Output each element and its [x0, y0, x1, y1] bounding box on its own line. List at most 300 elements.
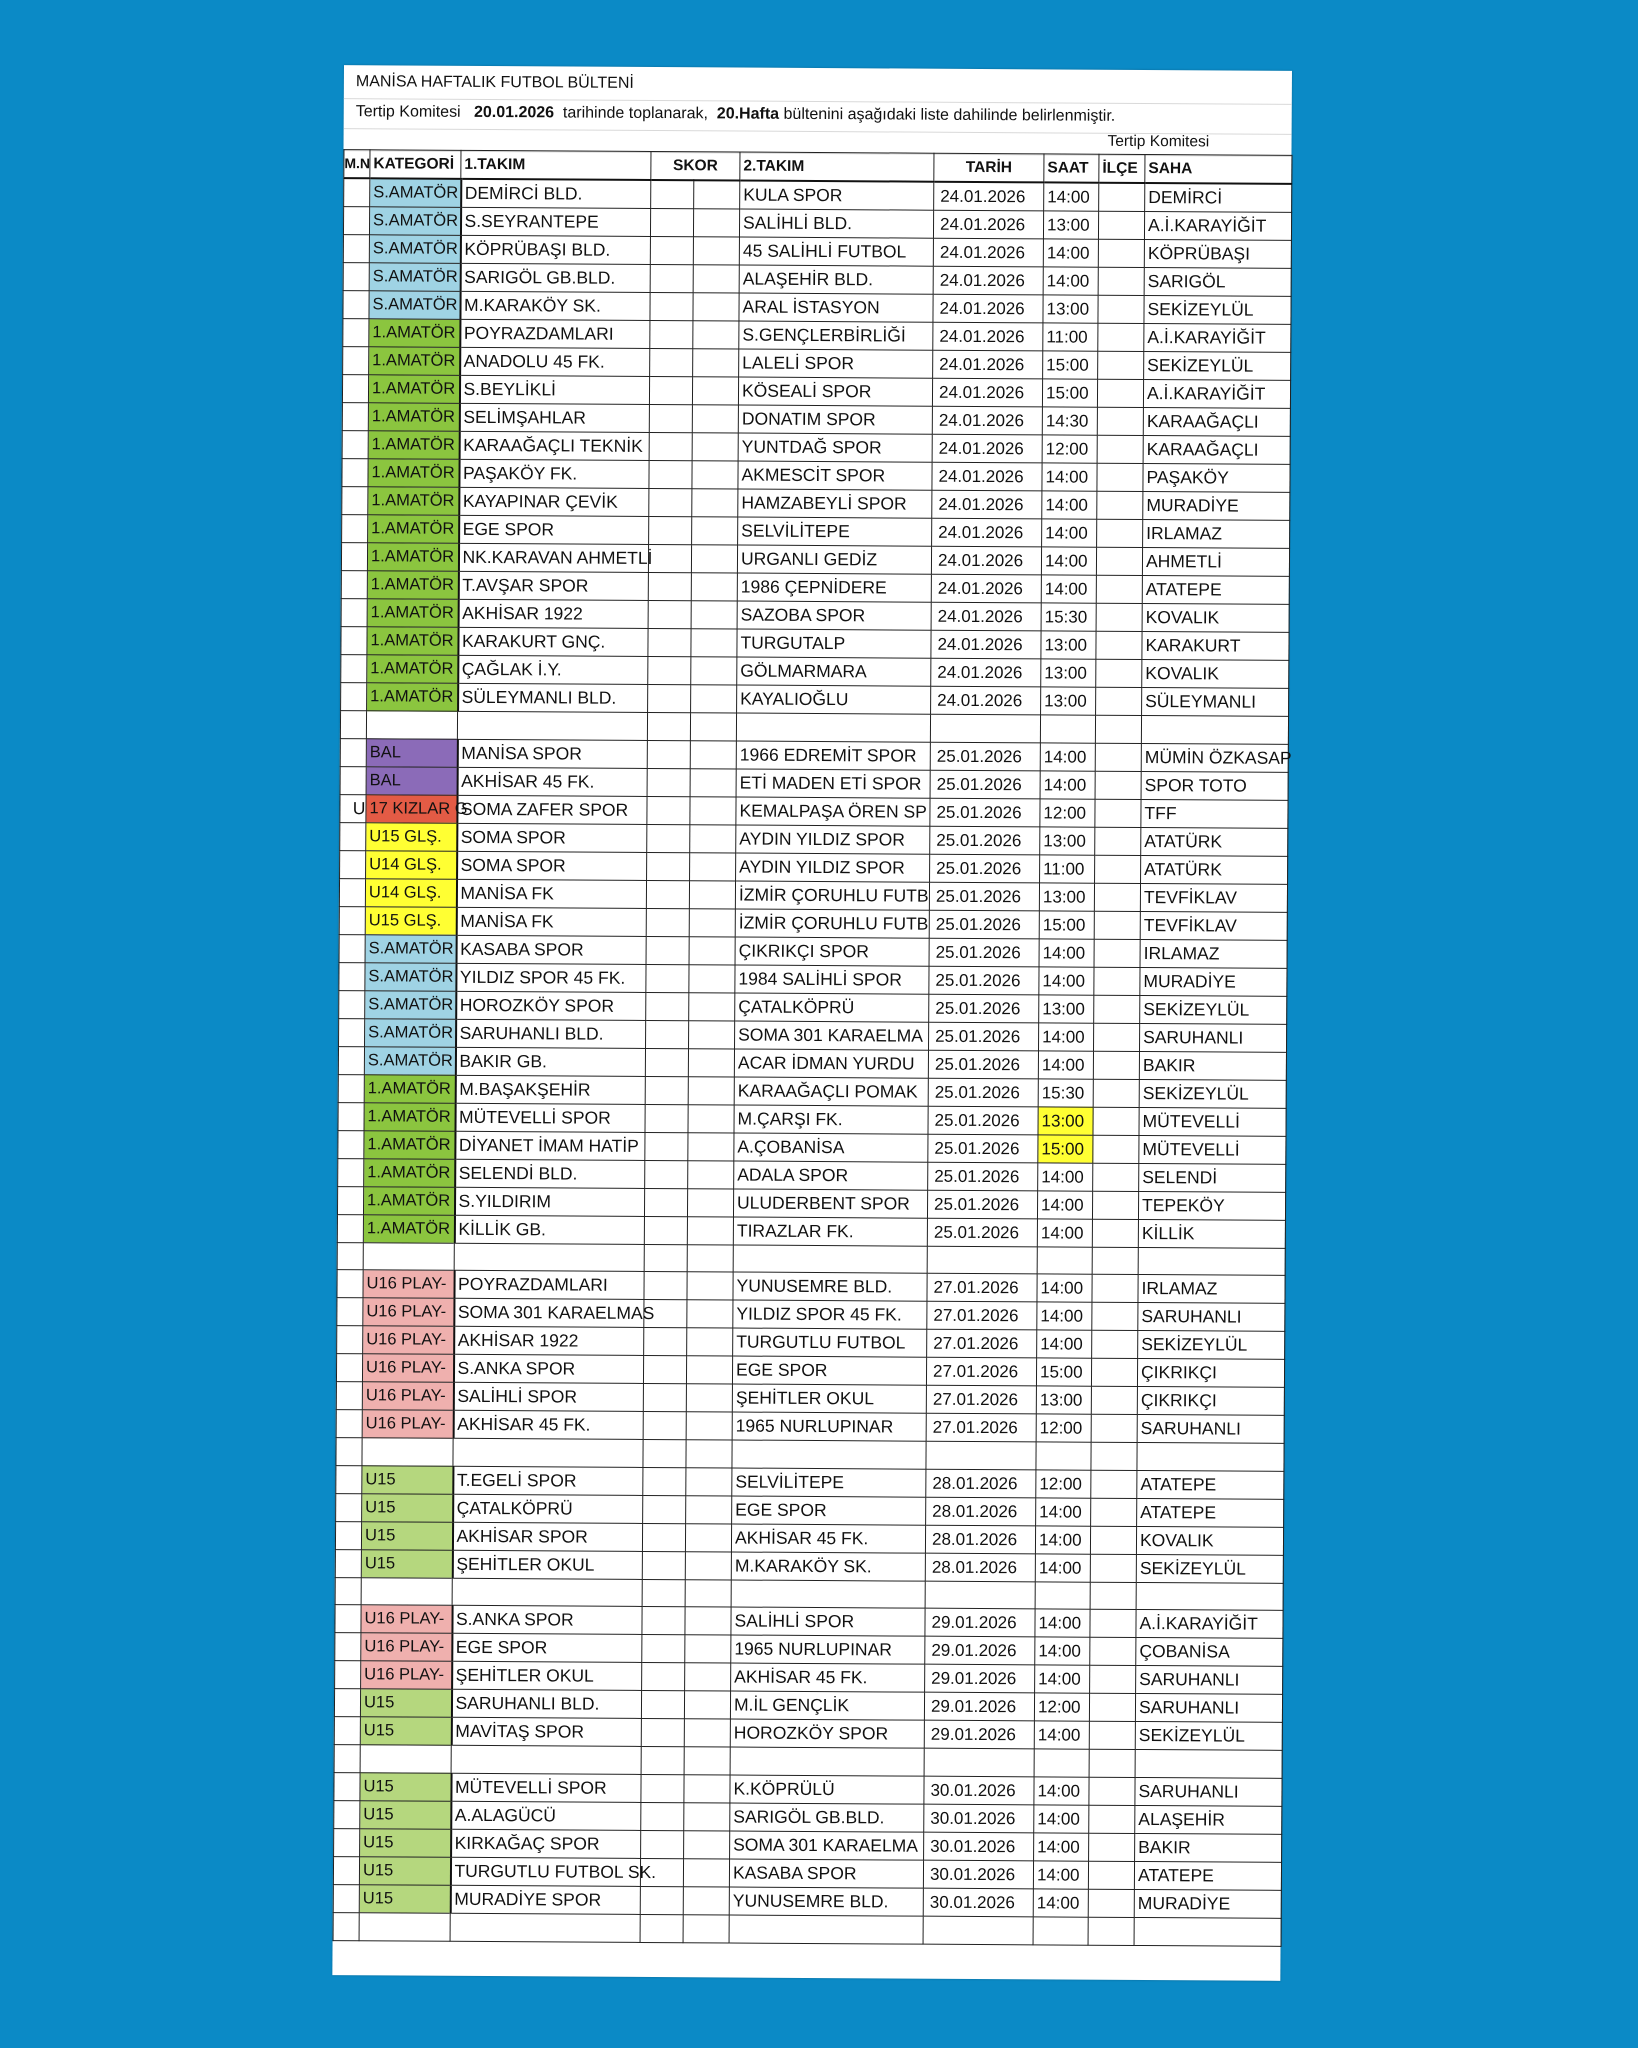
date-cell: 24.01.2026: [934, 182, 1044, 211]
team2-cell: ACAR İDMAN YURDU: [734, 1049, 928, 1078]
kategori-cell: S.AMATÖR: [369, 235, 460, 264]
time-cell: 13:00: [1041, 659, 1096, 687]
saha-cell: KÖPRÜBAŞI: [1144, 239, 1291, 268]
team1-cell: NK.KARAVAN AHMETLİ: [458, 543, 648, 572]
ilce-cell: [1095, 827, 1141, 855]
bulletin-subtitle: Tertip Komitesi 20.01.2026 tarihinde toplanarak, 20.Hafta bültenini aşağıdaki liste dahilinde belirlenmiştir.: [344, 95, 1292, 135]
score1-cell: [645, 1076, 688, 1104]
mn-cell: [340, 738, 366, 766]
col-skor: SKOR: [651, 151, 740, 180]
ilce-cell: [1095, 743, 1141, 771]
time-cell: 15:00: [1036, 1358, 1091, 1386]
ilce-cell: [1096, 659, 1142, 687]
ilce-cell: [1088, 1861, 1134, 1889]
score2-cell: [693, 209, 739, 237]
ilce-cell: [1092, 1191, 1138, 1219]
score1-cell: [644, 1188, 687, 1216]
team1-cell: SELİMŞAHLAR: [459, 403, 649, 432]
score2-cell: [684, 1775, 730, 1803]
score1-cell: [647, 852, 690, 880]
team2-cell: TIRAZLAR FK.: [733, 1217, 927, 1246]
team2-cell: KAYALIOĞLU: [737, 685, 931, 714]
score2-cell: [691, 685, 737, 713]
saha-cell: MÜTEVELLİ: [1139, 1107, 1286, 1136]
time-cell: 15:00: [1042, 379, 1097, 407]
date-cell: 24.01.2026: [932, 406, 1042, 435]
kategori-cell: U16 PLAY-: [361, 1633, 452, 1662]
mn-cell: [335, 1549, 361, 1577]
ilce-cell: [1091, 1414, 1137, 1442]
kategori-cell: 1.AMATÖR: [367, 655, 458, 684]
team1-cell: KARAAĞAÇLI TEKNİK: [459, 431, 649, 460]
team2-cell: AYDIN YILDIZ SPOR: [736, 825, 930, 854]
col-mn: M.N: [344, 150, 370, 179]
saha-cell: [1135, 1750, 1282, 1778]
mn-cell: [342, 403, 368, 431]
mn-cell: [334, 1773, 360, 1801]
score2-cell: [685, 1663, 731, 1691]
saha-cell: BAKIR: [1135, 1833, 1282, 1862]
mn-cell: [337, 1326, 363, 1354]
time-cell: 13:00: [1039, 994, 1094, 1022]
kategori-cell: 1.AMATÖR: [368, 515, 459, 544]
col-kategori: KATEGORİ: [370, 150, 461, 179]
ilce-cell: [1093, 1163, 1139, 1191]
score2-cell: [691, 545, 737, 573]
score1-cell: [649, 404, 692, 432]
saha-cell: A.İ.KARAYİĞİT: [1143, 379, 1290, 408]
score2-cell: [693, 293, 739, 321]
mn-cell: [339, 962, 365, 990]
team2-cell: [733, 1245, 927, 1274]
team2-cell: HOROZKÖY SPOR: [730, 1719, 924, 1748]
kategori-cell: 1.AMATÖR: [367, 627, 458, 656]
kategori-cell: [361, 1578, 452, 1606]
score1-cell: [645, 1104, 688, 1132]
score1-cell: [642, 1523, 685, 1551]
saha-cell: SELENDİ: [1139, 1163, 1286, 1192]
kategori-cell: U16 PLAY-: [362, 1410, 453, 1439]
mn-cell: [343, 207, 369, 235]
kategori-cell: S.AMATÖR: [365, 934, 456, 963]
time-cell: 14:00: [1036, 1498, 1091, 1526]
ilce-cell: [1097, 491, 1143, 519]
saha-cell: ALAŞEHİR: [1135, 1805, 1282, 1834]
time-cell: 14:00: [1035, 1609, 1090, 1637]
score2-cell: [690, 768, 736, 796]
kategori-cell: U14 GLŞ.: [365, 878, 456, 907]
kategori-cell: U15 GLŞ.: [366, 822, 457, 851]
mn-cell: [336, 1493, 362, 1521]
saha-cell: ATATEPE: [1134, 1861, 1281, 1890]
team1-cell: KÖPRÜBAŞI BLD.: [460, 235, 650, 264]
kategori-cell: U16 PLAY-: [363, 1270, 454, 1299]
score1-cell: [650, 264, 693, 292]
kategori-cell: U15: [360, 1717, 451, 1746]
score1-cell: [645, 1048, 688, 1076]
date-cell: 24.01.2026: [933, 322, 1043, 351]
col-takim2: 2.TAKIM: [740, 152, 934, 182]
team2-cell: SOMA 301 KARAELMA: [735, 1021, 929, 1050]
score1-cell: [641, 1747, 684, 1775]
team1-cell: [453, 1438, 643, 1467]
time-cell: 13:00: [1043, 211, 1098, 239]
date-cell: 28.01.2026: [926, 1469, 1036, 1498]
score2-cell: [688, 1104, 734, 1132]
team2-cell: ULUDERBENT SPOR: [733, 1189, 927, 1218]
team2-cell: KARAAĞAÇLI POMAK: [734, 1077, 928, 1106]
team2-cell: AKHİSAR 45 FK.: [731, 1524, 925, 1553]
saha-cell: ATATEPE: [1137, 1498, 1284, 1527]
team2-cell: EGE SPOR: [732, 1356, 926, 1385]
date-cell: 24.01.2026: [932, 378, 1042, 407]
score1-cell: [649, 432, 692, 460]
score2-cell: [690, 713, 736, 741]
score2-cell: [686, 1412, 732, 1440]
team2-cell: AKHİSAR 45 FK.: [731, 1663, 925, 1692]
score2-cell: [691, 573, 737, 601]
team2-cell: 1965 NURLUPINAR: [731, 1635, 925, 1664]
time-cell: 14:00: [1042, 519, 1097, 547]
score1-cell: [646, 964, 689, 992]
team1-cell: SOMA SPOR: [457, 823, 647, 852]
date-cell: 25.01.2026: [930, 826, 1040, 855]
ilce-cell: [1094, 883, 1140, 911]
team1-cell: T.EGELİ SPOR: [453, 1466, 643, 1495]
kategori-cell: U16 PLAY-: [361, 1661, 452, 1690]
ilce-cell: [1091, 1386, 1137, 1414]
saha-cell: KARAAĞAÇLI: [1143, 435, 1290, 464]
kategori-cell: U15 GLŞ.: [365, 906, 456, 935]
time-cell: 14:00: [1037, 1302, 1092, 1330]
time-cell: 14:00: [1034, 1721, 1089, 1749]
date-cell: 24.01.2026: [932, 434, 1042, 463]
score1-cell: [648, 572, 691, 600]
team2-cell: SALİHLİ SPOR: [731, 1607, 925, 1636]
date-cell: 28.01.2026: [925, 1553, 1035, 1582]
saha-cell: ÇOBANİSA: [1136, 1638, 1283, 1667]
time-cell: 13:00: [1043, 295, 1098, 323]
ilce-cell: [1088, 1917, 1134, 1945]
kategori-cell: 1.AMATÖR: [364, 1158, 455, 1187]
team2-cell: İZMİR ÇORUHLU FUTB: [735, 909, 929, 938]
score2-cell: [693, 237, 739, 265]
score1-cell: [642, 1551, 685, 1579]
score1-cell: [643, 1356, 686, 1384]
saha-cell: [1134, 1917, 1281, 1945]
score1-cell: [646, 992, 689, 1020]
team1-cell: MAVİTAŞ SPOR: [451, 1718, 641, 1747]
score2-cell: [686, 1468, 732, 1496]
score2-cell: [685, 1579, 731, 1607]
score2-cell: [684, 1691, 730, 1719]
kategori-cell: [360, 1745, 451, 1773]
team1-cell: [450, 1913, 640, 1942]
team2-cell: ŞEHİTLER OKUL: [732, 1384, 926, 1413]
score2-cell: [690, 824, 736, 852]
ilce-cell: [1097, 519, 1143, 547]
saha-cell: DEMİRCİ: [1145, 183, 1292, 212]
mn-cell: [338, 1046, 364, 1074]
time-cell: 15:30: [1038, 1078, 1093, 1106]
team2-cell: KULA SPOR: [740, 181, 934, 211]
kategori-cell: S.AMATÖR: [365, 990, 456, 1019]
score1-cell: [649, 488, 692, 516]
kategori-cell: U15: [360, 1689, 451, 1718]
saha-cell: MURADİYE: [1134, 1889, 1281, 1918]
mn-cell: [335, 1605, 361, 1633]
team2-cell: ADALA SPOR: [734, 1161, 928, 1190]
saha-cell: [1136, 1582, 1283, 1610]
team2-cell: YUNUSEMRE BLD.: [729, 1887, 923, 1916]
col-ilce: İLÇE: [1099, 154, 1145, 183]
mn-cell: [341, 599, 367, 627]
mn-cell: [334, 1829, 360, 1857]
kategori-cell: BAL: [366, 738, 457, 767]
kategori-cell: 1.AMATÖR: [367, 543, 458, 572]
date-cell: 25.01.2026: [928, 1078, 1038, 1107]
saha-cell: TFF: [1141, 799, 1288, 828]
page-title: MANİSA HAFTALIK FUTBOL BÜLTENİ: [344, 65, 1292, 105]
team1-cell: MÜTEVELLİ SPOR: [451, 1773, 641, 1802]
date-cell: 25.01.2026: [930, 854, 1040, 883]
team1-cell: PAŞAKÖY FK.: [459, 459, 649, 488]
score1-cell: [648, 684, 691, 712]
team2-cell: ÇATALKÖPRÜ: [735, 993, 929, 1022]
team2-cell: SARIGÖL GB.BLD.: [730, 1803, 924, 1832]
ilce-cell: [1095, 715, 1141, 743]
mn-cell: [339, 990, 365, 1018]
kategori-cell: U16 PLAY-: [361, 1605, 452, 1634]
score1-cell: [648, 600, 691, 628]
ilce-cell: [1091, 1442, 1137, 1470]
kategori-cell: U15: [362, 1466, 453, 1495]
kategori-cell: U15: [362, 1494, 453, 1523]
score1-cell: [648, 628, 691, 656]
team2-cell: İZMİR ÇORUHLU FUTB: [735, 881, 929, 910]
date-cell: 27.01.2026: [926, 1385, 1036, 1414]
team1-cell: [457, 711, 647, 740]
score2-cell: [688, 1076, 734, 1104]
col-saat: SAAT: [1044, 154, 1099, 183]
kategori-cell: U15: [359, 1885, 450, 1914]
saha-cell: ÇIKRIKÇI: [1137, 1359, 1284, 1388]
col-tarih: TARİH: [934, 153, 1044, 182]
time-cell: 14:00: [1041, 575, 1096, 603]
mn-cell: [338, 1074, 364, 1102]
mn-cell: [336, 1354, 362, 1382]
ilce-cell: [1089, 1722, 1135, 1750]
mn-cell: [343, 319, 369, 347]
team1-cell: SOMA 301 KARAELMAS: [454, 1298, 644, 1327]
ilce-cell: [1097, 463, 1143, 491]
kategori-cell: U16 PLAY-: [362, 1354, 453, 1383]
mn-cell: [334, 1745, 360, 1773]
ilce-cell: [1091, 1470, 1137, 1498]
date-cell: 24.01.2026: [931, 658, 1041, 687]
saha-cell: KOVALIK: [1142, 659, 1289, 688]
mn-cell: [339, 1018, 365, 1046]
ilce-cell: [1093, 1051, 1139, 1079]
date-cell: [923, 1916, 1033, 1944]
date-cell: [924, 1749, 1034, 1777]
saha-cell: IRLAMAZ: [1143, 519, 1290, 548]
score2-cell: [684, 1831, 730, 1859]
ilce-cell: [1090, 1666, 1136, 1694]
saha-cell: MÜMİN ÖZKASAP: [1141, 743, 1288, 772]
team1-cell: TURGUTLU FUTBOL SK.: [450, 1857, 640, 1886]
mn-cell: [340, 822, 366, 850]
team1-cell: AKHİSAR 45 FK.: [457, 767, 647, 796]
team2-cell: [730, 1747, 924, 1776]
time-cell: 14:00: [1042, 491, 1097, 519]
team2-cell: SOMA 301 KARAELMA: [730, 1831, 924, 1860]
ilce-cell: [1090, 1582, 1136, 1610]
mn-cell: [343, 235, 369, 263]
score2-cell: [686, 1356, 732, 1384]
team2-cell: YUNTDAĞ SPOR: [738, 433, 932, 462]
saha-cell: ATATEPE: [1142, 575, 1289, 604]
date-cell: 24.01.2026: [933, 210, 1043, 239]
team1-cell: MURADİYE SPOR: [450, 1885, 640, 1914]
score1-cell: [640, 1886, 683, 1914]
time-cell: 15:00: [1039, 910, 1094, 938]
ilce-cell: [1090, 1554, 1136, 1582]
score2-cell: [684, 1803, 730, 1831]
mn-cell: [342, 459, 368, 487]
score1-cell: [649, 460, 692, 488]
team1-cell: MANİSA SPOR: [457, 739, 647, 768]
mn-cell: [342, 515, 368, 543]
mn-cell: [336, 1438, 362, 1466]
saha-cell: ATATEPE: [1137, 1470, 1284, 1499]
ilce-cell: [1090, 1638, 1136, 1666]
score1-cell: [641, 1774, 684, 1802]
team2-cell: TURGUTALP: [737, 629, 931, 658]
time-cell: 15:00: [1043, 351, 1098, 379]
ilce-cell: [1098, 211, 1144, 239]
score1-cell: [641, 1719, 684, 1747]
mn-cell: [333, 1913, 359, 1941]
team2-cell: ETİ MADEN ETİ SPOR: [736, 769, 930, 798]
score2-cell: [687, 1244, 733, 1272]
date-cell: 24.01.2026: [933, 266, 1043, 295]
time-cell: 13:00: [1041, 631, 1096, 659]
date-cell: 28.01.2026: [926, 1497, 1036, 1526]
saha-cell: KİLLİK: [1138, 1219, 1285, 1248]
score1-cell: [645, 1132, 688, 1160]
ilce-cell: [1093, 1135, 1139, 1163]
ilce-cell: [1089, 1750, 1135, 1778]
mn-cell: [338, 1130, 364, 1158]
time-cell: 14:00: [1043, 239, 1098, 267]
kategori-cell: 1.AMATÖR: [368, 459, 459, 488]
mn-cell: [337, 1242, 363, 1270]
team1-cell: SOMA ZAFER SPOR: [457, 795, 647, 824]
mn-cell: [340, 766, 366, 794]
ilce-cell: [1090, 1526, 1136, 1554]
committee-signature: Tertip Komitesi: [343, 123, 1291, 157]
mn-cell: [333, 1885, 359, 1913]
time-cell: 14:00: [1044, 182, 1099, 211]
score1-cell: [647, 740, 690, 768]
team2-cell: 1966 EDREMİT SPOR: [736, 741, 930, 770]
ilce-cell: [1094, 911, 1140, 939]
time-cell: 12:00: [1036, 1414, 1091, 1442]
saha-cell: [1141, 715, 1288, 743]
team2-cell: YUNUSEMRE BLD.: [733, 1272, 927, 1301]
saha-cell: KOVALIK: [1136, 1526, 1283, 1555]
score1-cell: [640, 1914, 683, 1942]
date-cell: 25.01.2026: [928, 1050, 1038, 1079]
score2-cell: [691, 629, 737, 657]
kategori-cell: U15: [360, 1829, 451, 1858]
kategori-cell: 1.AMATÖR: [368, 375, 459, 404]
score1-cell: [649, 516, 692, 544]
team1-cell: SELENDİ BLD.: [455, 1159, 645, 1188]
kategori-cell: S.AMATÖR: [365, 1018, 456, 1047]
score2-cell: [687, 1328, 733, 1356]
date-cell: 24.01.2026: [931, 686, 1041, 715]
ilce-cell: [1092, 1219, 1138, 1247]
score2-cell: [692, 433, 738, 461]
score2-cell: [690, 852, 736, 880]
mn-cell: U: [340, 794, 366, 822]
date-cell: 24.01.2026: [933, 294, 1043, 323]
team1-cell: SÜLEYMANLI BLD.: [458, 683, 648, 712]
kategori-cell: S.AMATÖR: [370, 178, 461, 207]
team2-cell: YILDIZ SPOR 45 FK.: [733, 1300, 927, 1329]
ilce-cell: [1092, 1330, 1138, 1358]
team2-cell: A.ÇOBANİSA: [734, 1133, 928, 1162]
mn-cell: [334, 1717, 360, 1745]
saha-cell: SARUHANLI: [1135, 1694, 1282, 1723]
saha-cell: ATATÜRK: [1141, 827, 1288, 856]
team1-cell: SARUHANLI BLD.: [456, 1019, 646, 1048]
team1-cell: MANİSA FK: [456, 907, 646, 936]
score1-cell: [643, 1495, 686, 1523]
team1-cell: MÜTEVELLİ SPOR: [455, 1103, 645, 1132]
time-cell: 14:00: [1040, 742, 1095, 770]
score2-cell: [690, 796, 736, 824]
score1-cell: [646, 880, 689, 908]
kategori-cell: 1.AMATÖR: [367, 599, 458, 628]
score1-cell: [643, 1384, 686, 1412]
score2-cell: [692, 377, 738, 405]
team2-cell: 1986 ÇEPNİDERE: [737, 573, 931, 602]
ilce-cell: [1095, 799, 1141, 827]
score2-cell: [685, 1551, 731, 1579]
date-cell: 27.01.2026: [926, 1413, 1036, 1442]
date-cell: 29.01.2026: [925, 1637, 1035, 1666]
kategori-cell: S.AMATÖR: [365, 962, 456, 991]
time-cell: 15:30: [1041, 603, 1096, 631]
date-cell: 24.01.2026: [931, 546, 1041, 575]
time-cell: 13:00: [1039, 882, 1094, 910]
score1-cell: [646, 936, 689, 964]
time-cell: 14:00: [1038, 1050, 1093, 1078]
team2-cell: SAZOBA SPOR: [737, 601, 931, 630]
saha-cell: ÇIKRIKÇI: [1137, 1387, 1284, 1416]
team2-cell: S.GENÇLERBİRLİĞİ: [739, 321, 933, 350]
team2-cell: SELVİLİTEPE: [732, 1468, 926, 1497]
team1-cell: HOROZKÖY SPOR: [456, 991, 646, 1020]
team1-cell: POYRAZDAMLARI: [460, 319, 650, 348]
kategori-cell: U15: [361, 1522, 452, 1551]
score2-cell: [689, 1020, 735, 1048]
kategori-cell: 1.AMATÖR: [367, 571, 458, 600]
team2-cell: 1984 SALİHLİ SPOR: [735, 965, 929, 994]
